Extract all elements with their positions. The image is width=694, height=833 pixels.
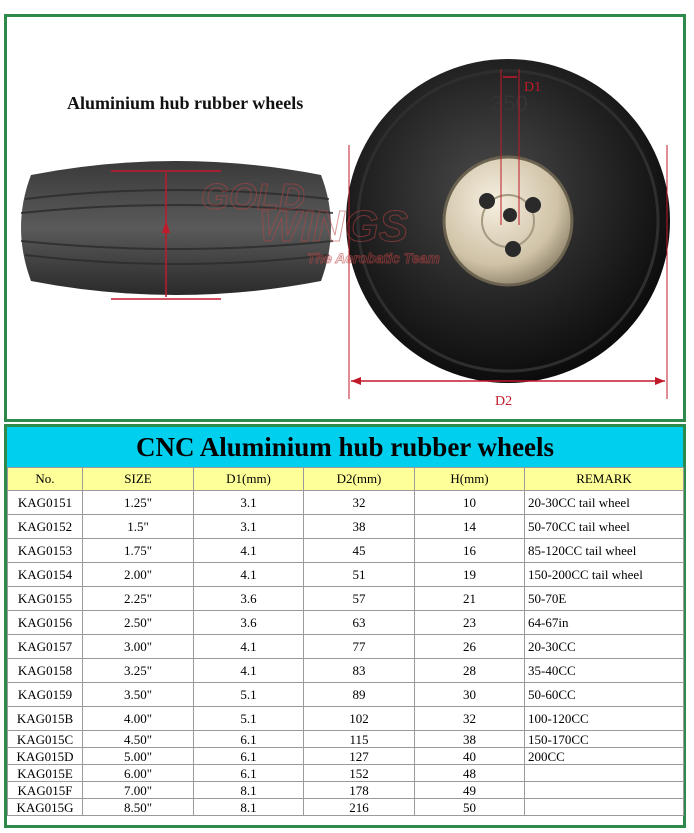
cell-h: 50 <box>415 799 525 816</box>
table-header-row <box>8 468 684 491</box>
cell-h: 48 <box>415 765 525 782</box>
cell-h: 26 <box>415 635 525 659</box>
watermark-gold: GOLD <box>201 176 305 217</box>
cell-size: 2.25" <box>83 587 194 611</box>
cell-d1: 5.1 <box>194 707 304 731</box>
cell-remark: 85-120CC tail wheel <box>525 539 684 563</box>
cell-d1: 4.1 <box>194 659 304 683</box>
cell-d2: 38 <box>304 515 415 539</box>
cell-d2: 89 <box>304 683 415 707</box>
cell-d2: 32 <box>304 491 415 515</box>
cell-d2: 83 <box>304 659 415 683</box>
cell-no: KAG0159 <box>8 683 83 707</box>
cell-size: 8.50" <box>83 799 194 816</box>
spec-table <box>7 467 684 816</box>
cell-size: 3.50" <box>83 683 194 707</box>
cell-d1: 3.6 <box>194 611 304 635</box>
table-title: CNC Aluminium hub rubber wheels <box>7 427 683 468</box>
cell-remark: 150-200CC tail wheel <box>525 563 684 587</box>
cell-d1: 8.1 <box>194 782 304 799</box>
cell-d1: 3.1 <box>194 515 304 539</box>
cell-remark: 50-60CC <box>525 683 684 707</box>
cell-no: KAG015D <box>8 748 83 765</box>
cell-d2: 152 <box>304 765 415 782</box>
cell-remark <box>525 799 684 816</box>
cell-d1: 6.1 <box>194 765 304 782</box>
cell-h: 16 <box>415 539 525 563</box>
table-row <box>8 683 684 707</box>
cell-d1: 6.1 <box>194 748 304 765</box>
cell-d1: 8.1 <box>194 799 304 816</box>
cell-d2: 77 <box>304 635 415 659</box>
cell-remark: 35-40CC <box>525 659 684 683</box>
cell-d2: 63 <box>304 611 415 635</box>
cell-size: 4.00" <box>83 707 194 731</box>
table-row <box>8 563 684 587</box>
cell-remark: 50-70CC tail wheel <box>525 515 684 539</box>
cell-remark: 50-70E <box>525 587 684 611</box>
cell-remark: 100-120CC <box>525 707 684 731</box>
column-header-d2: D2(mm) <box>304 468 415 491</box>
cell-remark: 20-30CC <box>525 635 684 659</box>
cell-remark: 20-30CC tail wheel <box>525 491 684 515</box>
cell-d2: 102 <box>304 707 415 731</box>
cell-no: KAG015G <box>8 799 83 816</box>
cell-h: 19 <box>415 563 525 587</box>
watermark-subtitle: The Aerobatic Team <box>307 250 440 266</box>
cell-h: 40 <box>415 748 525 765</box>
cell-h: 38 <box>415 731 525 748</box>
spec-table-body <box>8 491 684 816</box>
cell-d1: 4.1 <box>194 635 304 659</box>
table-row <box>8 731 684 748</box>
dimension-d1-label: D1 <box>524 80 542 95</box>
cell-remark <box>525 765 684 782</box>
cell-d1: 3.6 <box>194 587 304 611</box>
dimension-d2-label: D2 <box>495 394 513 409</box>
cell-no: KAG0154 <box>8 563 83 587</box>
cell-h: 14 <box>415 515 525 539</box>
cell-size: 3.00" <box>83 635 194 659</box>
table-row <box>8 707 684 731</box>
cell-no: KAG015B <box>8 707 83 731</box>
table-row <box>8 611 684 635</box>
cell-no: KAG0152 <box>8 515 83 539</box>
cell-size: 4.50" <box>83 731 194 748</box>
cell-no: KAG0156 <box>8 611 83 635</box>
cell-no: KAG015E <box>8 765 83 782</box>
table-row <box>8 539 684 563</box>
cell-d2: 115 <box>304 731 415 748</box>
cell-d1: 4.1 <box>194 539 304 563</box>
cell-size: 6.00" <box>83 765 194 782</box>
cell-d2: 51 <box>304 563 415 587</box>
cell-size: 2.50" <box>83 611 194 635</box>
cell-d1: 6.1 <box>194 731 304 748</box>
cell-d2: 127 <box>304 748 415 765</box>
cell-remark: 200CC <box>525 748 684 765</box>
table-row <box>8 765 684 782</box>
table-row <box>8 799 684 816</box>
cell-size: 2.00" <box>83 563 194 587</box>
cell-d2: 57 <box>304 587 415 611</box>
cell-remark: 150-170CC <box>525 731 684 748</box>
cell-d2: 216 <box>304 799 415 816</box>
table-row <box>8 515 684 539</box>
cell-size: 3.25" <box>83 659 194 683</box>
table-row <box>8 587 684 611</box>
table-row <box>8 782 684 799</box>
cell-no: KAG015F <box>8 782 83 799</box>
cell-size: 1.75" <box>83 539 194 563</box>
table-row <box>8 659 684 683</box>
photo-caption: Aluminium hub rubber wheels <box>67 93 304 113</box>
cell-no: KAG0155 <box>8 587 83 611</box>
cell-no: KAG0151 <box>8 491 83 515</box>
cell-d2: 45 <box>304 539 415 563</box>
cell-no: KAG0153 <box>8 539 83 563</box>
cell-d1: 4.1 <box>194 563 304 587</box>
tire-size-print: 350 <box>491 91 528 116</box>
table-row <box>8 748 684 765</box>
cell-d1: 3.1 <box>194 491 304 515</box>
cell-no: KAG0157 <box>8 635 83 659</box>
cell-size: 7.00" <box>83 782 194 799</box>
front-view-wheel-image <box>259 25 683 417</box>
cell-remark <box>525 782 684 799</box>
table-row <box>8 635 684 659</box>
cell-d2: 178 <box>304 782 415 799</box>
cell-h: 30 <box>415 683 525 707</box>
product-photo-panel <box>4 14 686 422</box>
cell-d1: 5.1 <box>194 683 304 707</box>
cell-h: 32 <box>415 707 525 731</box>
cell-no: KAG0158 <box>8 659 83 683</box>
cell-h: 28 <box>415 659 525 683</box>
cell-h: 23 <box>415 611 525 635</box>
cell-remark: 64-67in <box>525 611 684 635</box>
cell-no: KAG015C <box>8 731 83 748</box>
column-header-remark: REMARK <box>525 468 684 491</box>
column-header-size: SIZE <box>83 468 194 491</box>
cell-size: 1.5" <box>83 515 194 539</box>
column-header-d1: D1(mm) <box>194 468 304 491</box>
cell-h: 10 <box>415 491 525 515</box>
cell-h: 49 <box>415 782 525 799</box>
column-header-h: H(mm) <box>415 468 525 491</box>
table-row <box>8 491 684 515</box>
column-header-no: No. <box>8 468 83 491</box>
cell-size: 5.00" <box>83 748 194 765</box>
cell-size: 1.25" <box>83 491 194 515</box>
cell-h: 21 <box>415 587 525 611</box>
watermark-wings: WINGS <box>259 202 409 251</box>
spec-table-panel <box>4 424 686 828</box>
